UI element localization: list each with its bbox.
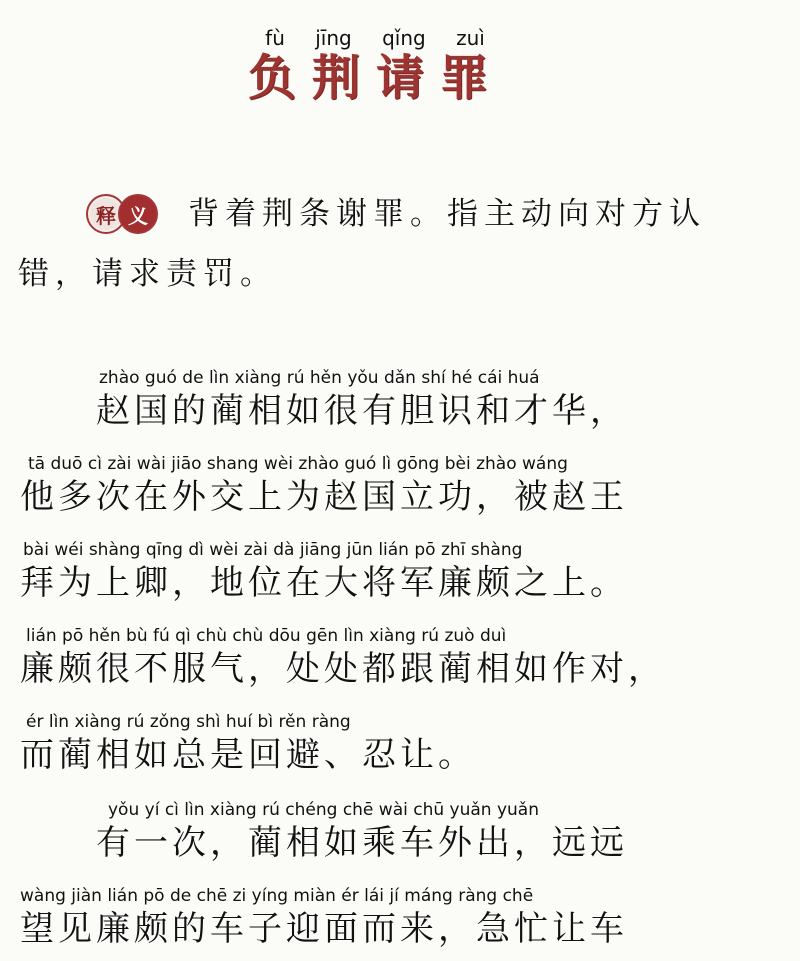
story-pinyin-line-2: tā duō cì zài wài jiāo shang wèi zhào guó lì gōng bèi zhào wáng xyxy=(28,454,568,474)
meaning-badge-char-2: 义 xyxy=(118,194,158,234)
story-pinyin-line-3: bài wéi shàng qīng dì wèi zài dà jiāng jūn lián pō zhī shàng xyxy=(23,540,523,560)
meaning-line-2: 错，请求责罚。 xyxy=(18,256,277,292)
story-pinyin-line-1: zhào guó de lìn xiàng rú hěn yǒu dǎn shí hé cái huá xyxy=(99,368,540,388)
story-text-line-7: 望见廉颇的车子迎面而来，急忙让车 xyxy=(20,909,628,949)
title-pinyin-4: zuì xyxy=(456,26,485,50)
story-pinyin-line-7: wàng jiàn lián pō de chē zi yíng miàn ér lái jí máng ràng chē xyxy=(20,886,534,906)
story-pinyin-line-4: lián pō hěn bù fú qì chù chù dōu gēn lìn xiàng rú zuò duì xyxy=(26,626,507,646)
story-text-line-3: 拜为上卿，地位在大将军廉颇之上。 xyxy=(20,563,628,603)
title-char-3: 请 xyxy=(375,50,424,106)
title-char-4: 罪 xyxy=(439,50,488,106)
story-text-line-5: 而蔺相如总是回避、忍让。 xyxy=(20,735,476,775)
story-text-line-4: 廉颇很不服气，处处都跟蔺相如作对， xyxy=(20,649,666,689)
title-pinyin-2: jīng xyxy=(315,26,352,50)
story-pinyin-line-5: ér lìn xiàng rú zǒng shì huí bì rěn ràng xyxy=(26,712,351,732)
story-text-line-6: 有一次，蔺相如乘车外出，远远 xyxy=(96,823,628,863)
story-text-line-2: 他多次在外交上为赵国立功，被赵王 xyxy=(20,477,628,517)
title-pinyin-1: fù xyxy=(265,26,285,50)
meaning-line-1: 背着荆条谢罪。指主动向对方认 xyxy=(188,196,706,232)
meaning-badge-char-1: 释 xyxy=(86,194,126,234)
title-char-2: 荆 xyxy=(311,50,360,106)
story-text-line-1: 赵国的蔺相如很有胆识和才华， xyxy=(96,391,628,431)
title-char-1: 负 xyxy=(248,50,297,106)
title-pinyin-3: qǐng xyxy=(382,26,426,50)
story-pinyin-line-6: yǒu yí cì lìn xiàng rú chéng chē wài chū yuǎn yuǎn xyxy=(108,800,540,820)
